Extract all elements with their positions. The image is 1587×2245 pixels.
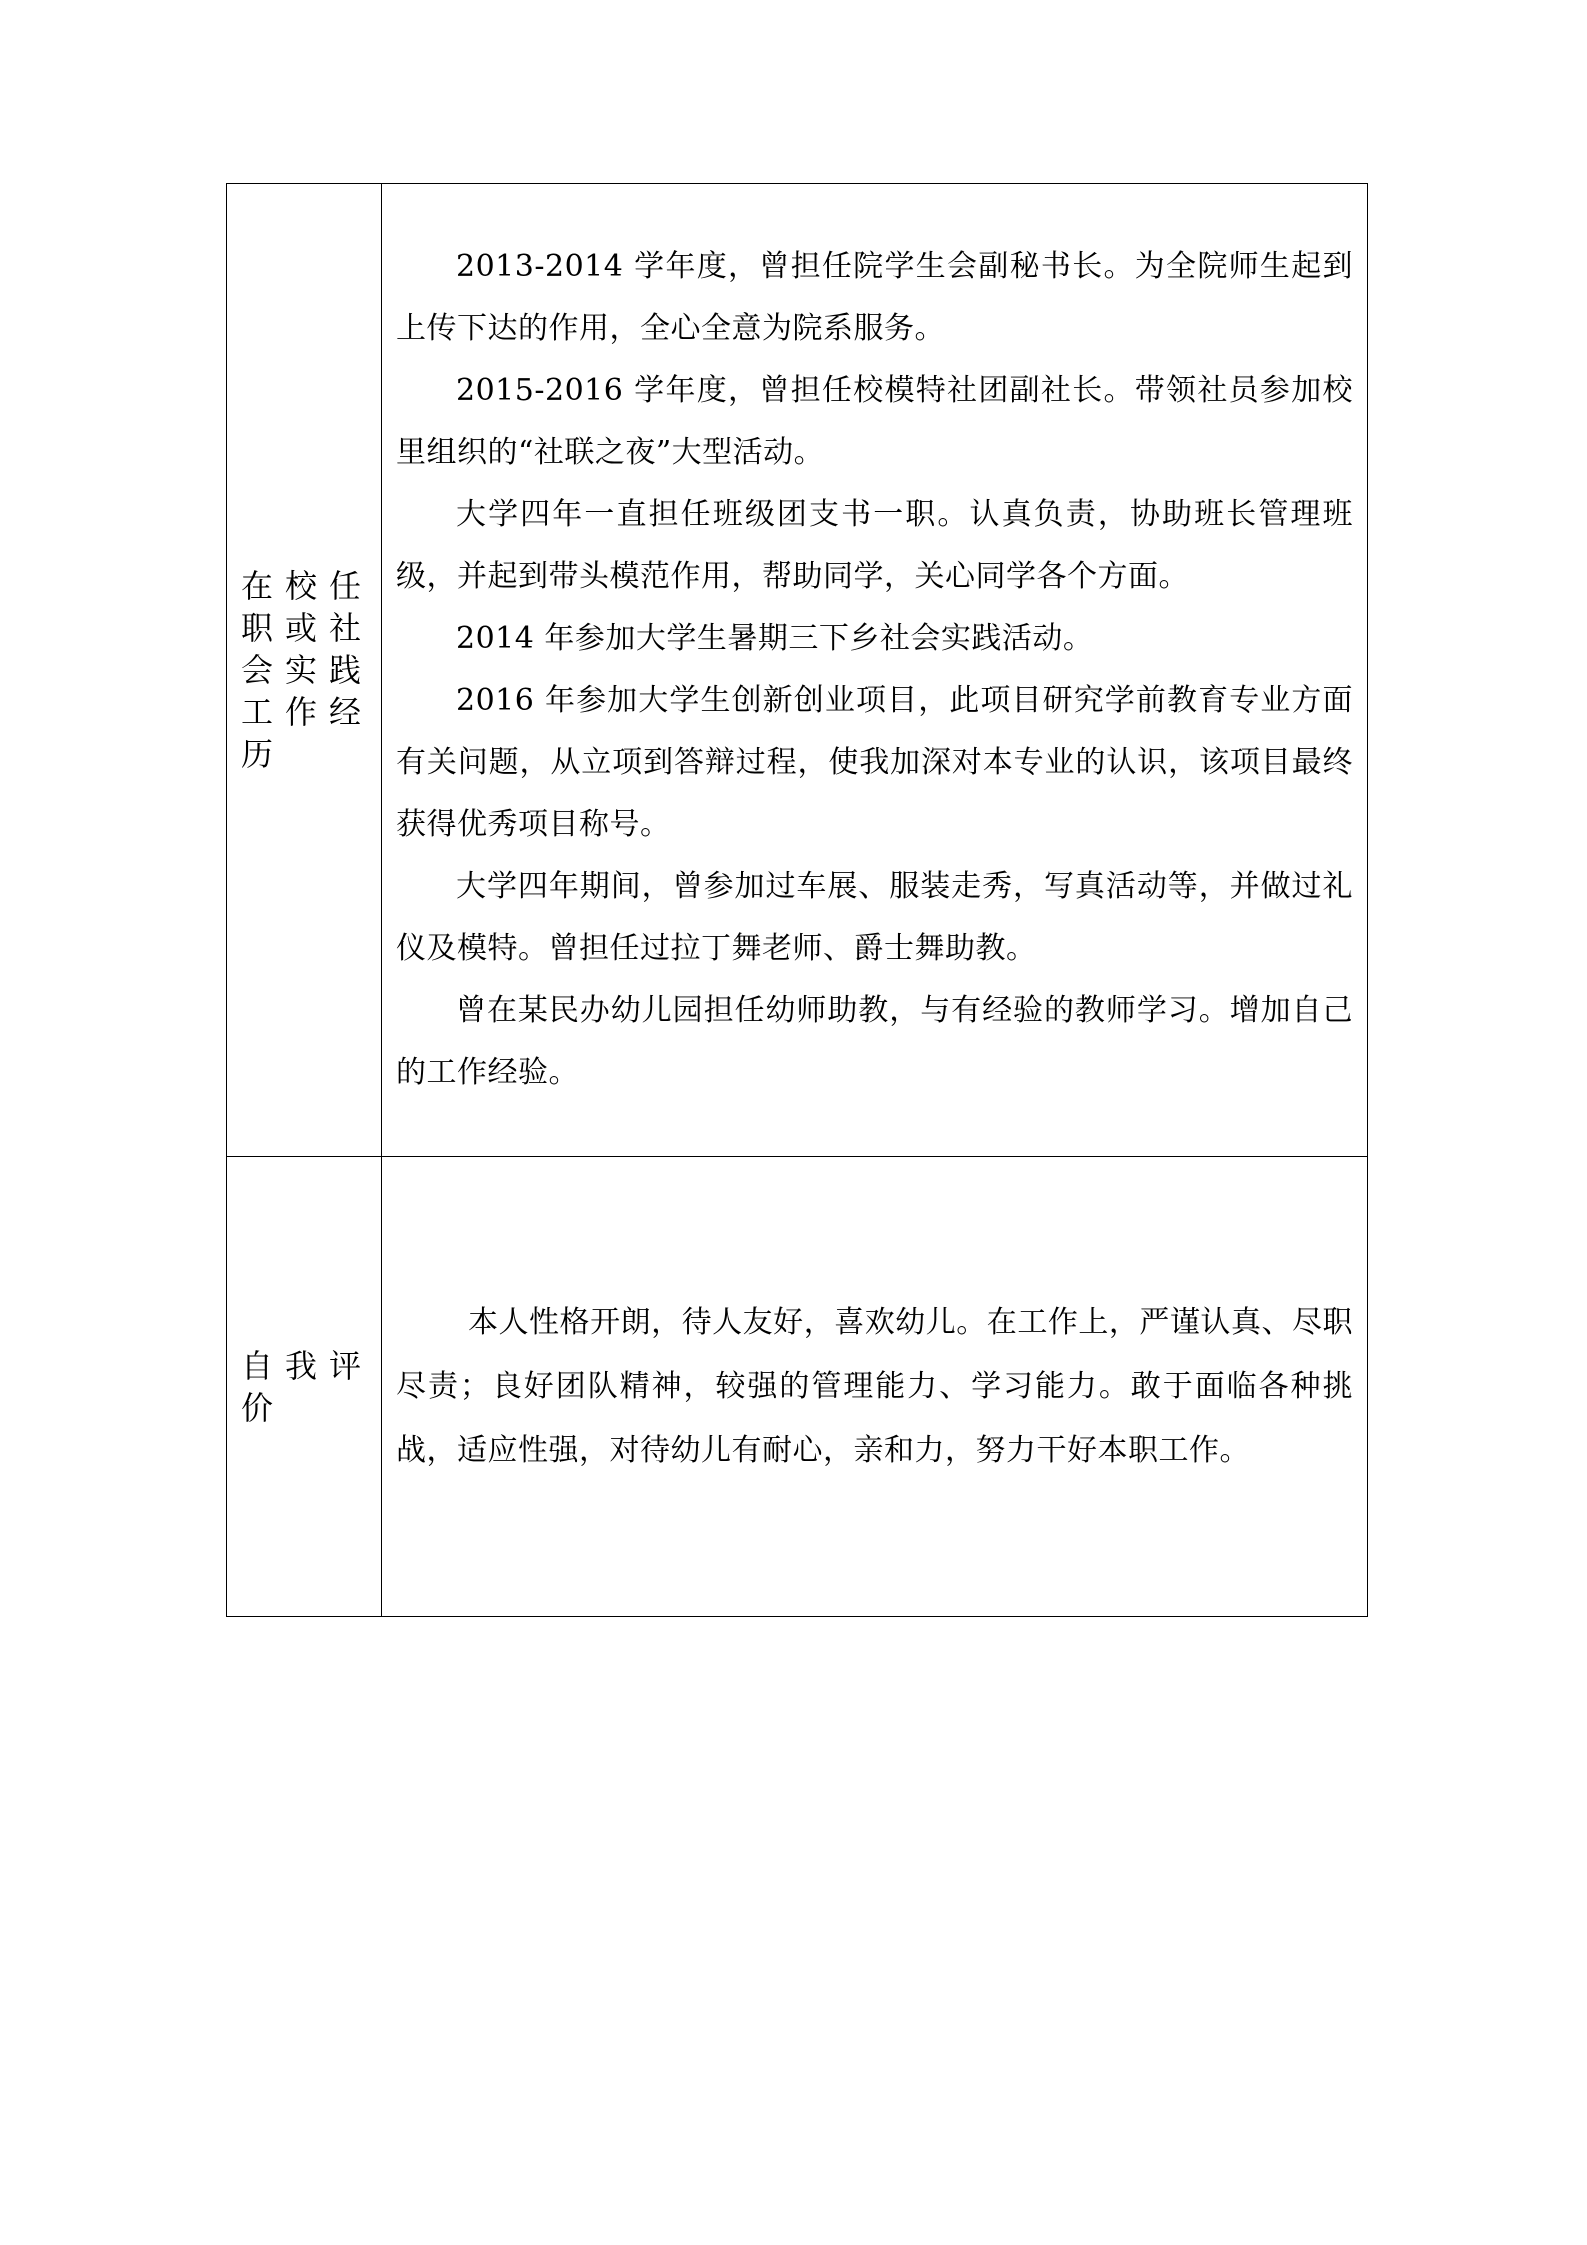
experience-paragraph: 大学四年期间，曾参加过车展、服装走秀，写真活动等，并做过礼仪及模特。曾担任过拉丁舞老师、爵士舞助教。	[396, 869, 1353, 966]
experience-paragraph: 2013-2014 学年度，曾担任院学生会副秘书长。为全院师生起到上传下达的作用，全心全意为院系服务。	[396, 249, 1353, 346]
experience-paragraph: 曾在某民办幼儿园担任幼师助教，与有经验的教师学习。增加自己的工作经验。	[396, 993, 1353, 1090]
self-evaluation-label: 自我评价	[241, 1346, 367, 1427]
experience-label-cell	[227, 184, 382, 1157]
experience-row	[227, 184, 1368, 1157]
self-evaluation-label-cell	[227, 1157, 382, 1617]
experience-content-cell	[382, 184, 1368, 1157]
experience-label: 在校任职或社会实践工作经历	[241, 567, 367, 773]
self-evaluation-content-cell	[382, 1157, 1368, 1617]
experience-paragraph: 2014 年参加大学生暑期三下乡社会实践活动。	[456, 621, 1094, 656]
experience-paragraph: 大学四年一直担任班级团支书一职。认真负责，协助班长管理班级，并起到带头模范作用，帮助同学，关心同学各个方面。	[396, 497, 1353, 594]
self-evaluation-text: 本人性格开朗，待人友好，喜欢幼儿。在工作上，严谨认真、尽职尽责；良好团队精神，较强的管理能力、学习能力。敢于面临各种挑战，适应性强，对待幼儿有耐心，亲和力，努力干好本职工作。	[396, 1304, 1353, 1468]
resume-table	[226, 183, 1368, 1617]
experience-paragraph: 2015-2016 学年度，曾担任校模特社团副社长。带领社员参加校里组织的“社联之夜”大型活动。	[396, 373, 1353, 470]
experience-paragraph: 2016 年参加大学生创新创业项目，此项目研究学前教育专业方面有关问题，从立项到答辩过程，使我加深对本专业的认识，该项目最终获得优秀项目称号。	[396, 683, 1353, 842]
self-evaluation-row	[227, 1157, 1368, 1617]
